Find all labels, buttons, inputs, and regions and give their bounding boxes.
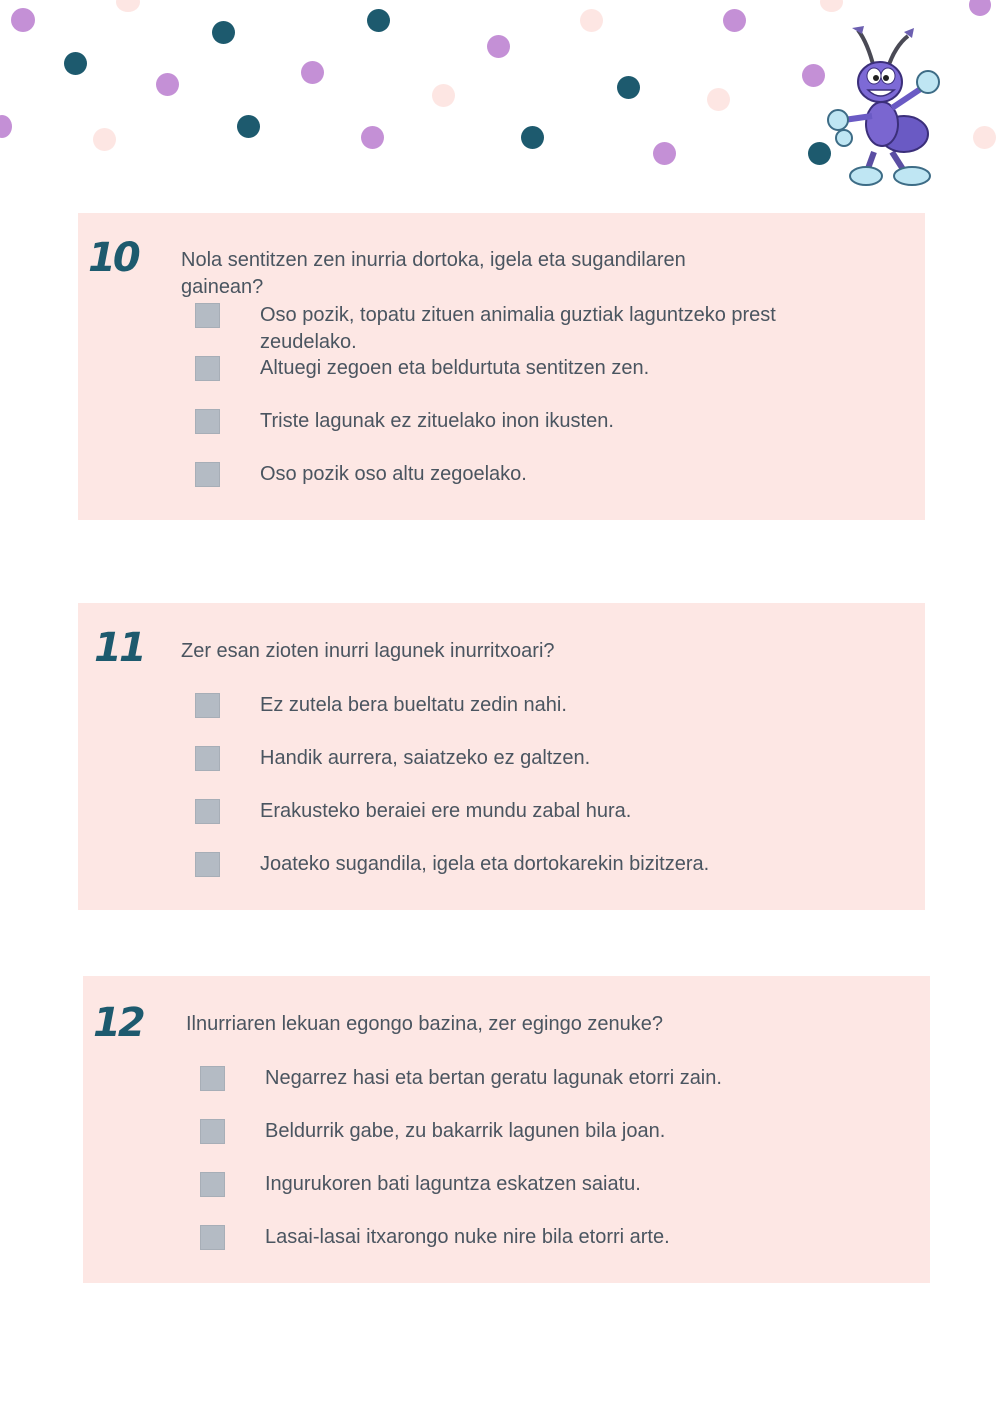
answer-label: Oso pozik, topatu zituen animalia guztiak laguntzeko prest zeudelako.	[260, 304, 776, 353]
dot	[521, 126, 544, 149]
question-text: Ilnurriaren lekuan egongo bazina, zer egingo zenuke?	[186, 1013, 664, 1035]
answer-label: Lasai-lasai itxarongo nuke nire bila etorri arte.	[265, 1226, 670, 1248]
dot	[301, 61, 324, 84]
dot	[93, 128, 116, 151]
checkbox[interactable]	[200, 1119, 225, 1144]
question-text: Nola sentitzen zen inurria dortoka, igela eta sugandilaren gainean?	[181, 249, 686, 298]
checkbox[interactable]	[200, 1225, 225, 1250]
dot	[212, 21, 235, 44]
dot	[580, 9, 603, 32]
dot	[969, 0, 991, 16]
question-number: 12	[93, 1000, 143, 1046]
dot	[820, 0, 843, 12]
answer-label: Negarrez hasi eta bertan geratu lagunak etorri zain.	[265, 1067, 722, 1089]
answer-label: Handik aurrera, saiatzeko ez galtzen.	[260, 747, 591, 769]
dot	[361, 126, 384, 149]
answer-label: Ingurukoren bati laguntza eskatzen saiatu.	[265, 1173, 641, 1195]
dot	[156, 73, 179, 96]
question-text: Zer esan zioten inurri lagunek inurritxoari?	[181, 640, 555, 662]
question-number: 10	[88, 235, 138, 281]
question-card-12	[83, 976, 930, 1283]
dot	[64, 52, 87, 75]
dot	[707, 88, 730, 111]
checkbox[interactable]	[195, 746, 220, 771]
answer-label: Erakusteko beraiei ere mundu zabal hura.	[260, 800, 632, 822]
checkbox[interactable]	[195, 409, 220, 434]
question-card-10	[78, 213, 925, 520]
checkbox[interactable]	[195, 852, 220, 877]
answer-label: Ez zutela bera bueltatu zedin nahi.	[260, 694, 567, 716]
dot	[11, 8, 35, 32]
dot	[367, 9, 390, 32]
dot	[432, 84, 455, 107]
question-card-11	[78, 603, 925, 910]
question-number: 11	[94, 625, 144, 671]
checkbox[interactable]	[195, 799, 220, 824]
checkbox[interactable]	[200, 1066, 225, 1091]
checkbox[interactable]	[195, 462, 220, 487]
dot	[487, 35, 510, 58]
ant-mascot-illustration	[822, 24, 948, 192]
answer-label: Oso pozik oso altu zegoelako.	[260, 463, 527, 485]
answer-label: Beldurrik gabe, zu bakarrik lagunen bila joan.	[265, 1120, 666, 1142]
answer-label: Triste lagunak ez zituelako inon ikusten.	[260, 410, 614, 432]
dot	[237, 115, 260, 138]
answer-label: Altuegi zegoen eta beldurtuta sentitzen zen.	[260, 357, 650, 379]
dot	[116, 0, 140, 12]
dot	[973, 126, 996, 149]
dot	[723, 9, 746, 32]
checkbox[interactable]	[195, 303, 220, 328]
checkbox[interactable]	[195, 693, 220, 718]
answer-label: Joateko sugandila, igela eta dortokarekin bizitzera.	[260, 853, 710, 875]
dot	[653, 142, 676, 165]
dot	[0, 115, 12, 138]
checkbox[interactable]	[195, 356, 220, 381]
dot	[617, 76, 640, 99]
checkbox[interactable]	[200, 1172, 225, 1197]
